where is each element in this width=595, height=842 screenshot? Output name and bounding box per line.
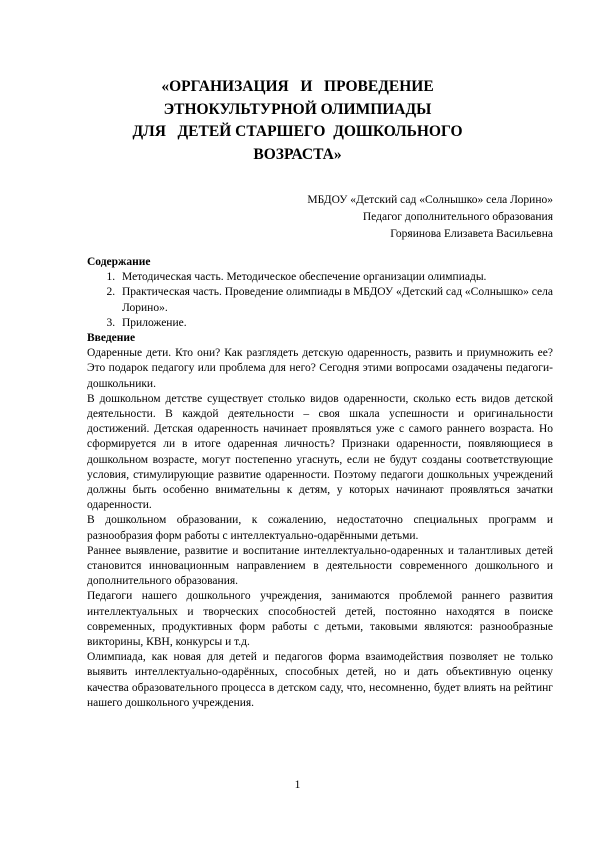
document-body xyxy=(87,255,553,711)
toc-heading: Содержание xyxy=(87,256,151,268)
toc-item: 2. Практическая часть. Проведение олимпиады в МБДОУ «Детский сад «Солнышко» села Лорино». xyxy=(118,285,553,315)
paragraph: Раннее выявление, развитие и воспитание интеллектуально-одаренных и талантливых детей становится инновационным направлением в деятельности современного дошкольного и дополнительного образования. xyxy=(87,544,553,588)
toc-list xyxy=(87,270,553,331)
paragraph: В дошкольном детстве существует столько видов одаренности, сколько есть видов детской деятельности. В каждой деятельности – своя шкала успешности и оригинальности достижений. Детская одаренность начинает проявляться уже с самого раннего возраста. Но сформируется ли в итоге одаренная личность? Признаки одаренности, появляющиеся в дошкольном возрасте, могут постепенно угаснуть, если не будут созданы соответствующие условия, стимулирующие развитие одаренности. Поэтому педагоги дошкольных учреждений должны быть особенно внимательны к детям, у которых начинают проявляться зачатки одаренности. xyxy=(87,392,553,512)
paragraph: Педагоги нашего дошкольного учреждения, занимаются проблемой раннего развития интеллектуальных и творческих способностей детей, постоянно находятся в поиске современных, продуктивных форм работы с детьми, таковыми являются: разнообразные викторины, КВН, конкурсы и т.д. xyxy=(87,590,553,649)
toc-item: 1. Методическая часть. Методическое обеспечение организации олимпиады. xyxy=(118,270,553,285)
author-position: Педагог дополнительного образования xyxy=(362,211,553,223)
author-name: Горяинова Елизавета Васильевна xyxy=(390,228,553,240)
intro-heading: Введение xyxy=(87,332,136,345)
page-number: 1 xyxy=(294,779,301,791)
author-block xyxy=(193,192,553,243)
paragraph: Одаренные дети. Кто они? Как разглядеть детскую одаренность, развить и приумножить ее? Это подарок педагогу или проблема для него? Сегодня этими вопросами озадачены педагоги-дошкольники. xyxy=(87,347,553,390)
paragraph: В дошкольном образовании, к сожалению, недостаточно специальных программ и разнообразия форм работы с интеллектуально-одарёнными детьми. xyxy=(87,514,553,542)
author-institution: МБДОУ «Детский сад «Солнышко» села Лорино» xyxy=(307,194,553,206)
toc-item: 3. Приложение. xyxy=(118,316,553,331)
document-title: «ОРГАНИЗАЦИЯ И ПРОВЕДЕНИЕ ЭТНОКУЛЬТУРНОЙ ОЛИМПИАДЫ ДЛЯ ДЕТЕЙ СТАРШЕГО ДОШКОЛЬНОГО ВОЗРАСТА» xyxy=(132,78,463,163)
paragraph: Олимпиада, как новая для детей и педагогов форма взаимодействия позволяет не только выявить интеллектуально-одарённых, способных детей, но и дать объективную оценку качества образовательного процесса в детском саду, что, несомненно, будет влиять на рейтинг нашего дошкольного учреждения. xyxy=(87,651,553,709)
